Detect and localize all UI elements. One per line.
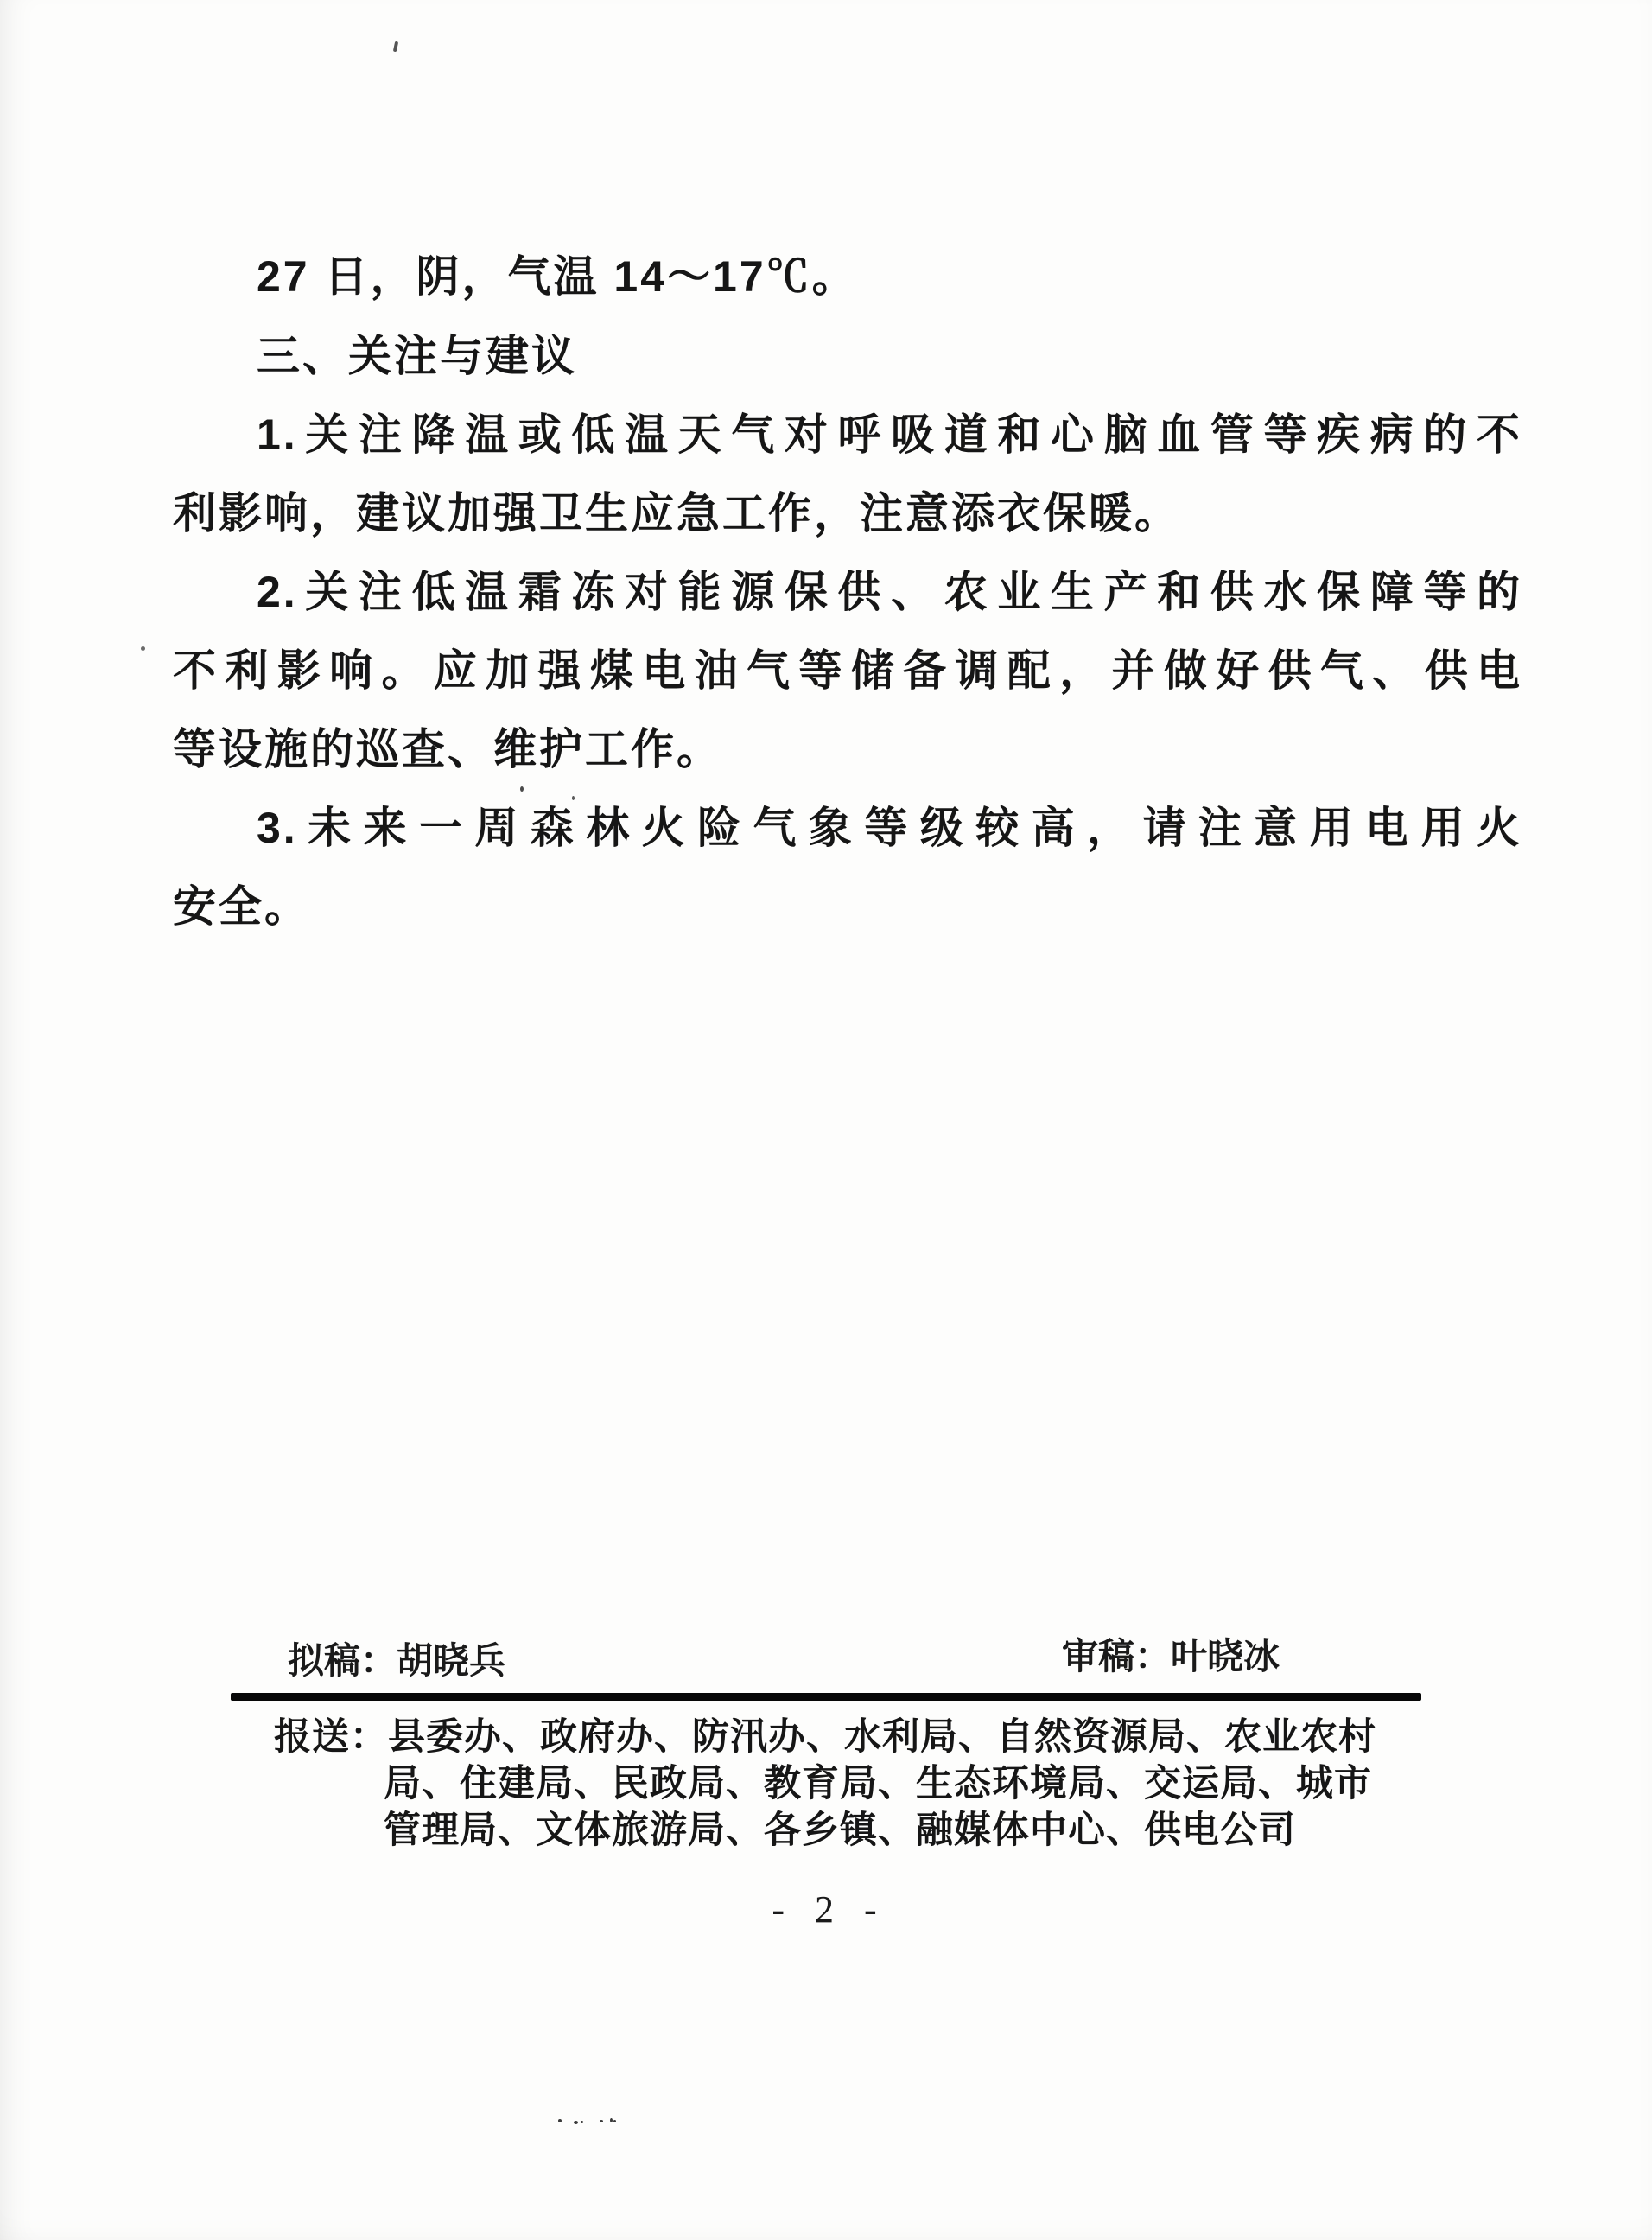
scan-artifact-dot <box>613 2120 616 2122</box>
distribution-list-line1: 报送：县委办、政府办、防汛办、水利局、自然资源局、农业农村 <box>274 1717 1376 1758</box>
scan-artifact-dot <box>558 2119 562 2122</box>
scan-artifact-tick <box>393 41 398 53</box>
paragraph3-line1: 3.未来一周森林火险气象等级较高，请注意用电用火 <box>257 804 1522 852</box>
distribution-list-line2: 局、住建局、民政局、教育局、生态环境局、交运局、城市 <box>384 1764 1372 1804</box>
distribution-list-line3: 管理局、文体旅游局、各乡镇、融媒体中心、供电公司 <box>384 1810 1296 1851</box>
scan-artifact-dot <box>520 786 524 792</box>
scan-artifact-dot <box>581 2121 583 2123</box>
page-number: - 2 - <box>772 1888 887 1931</box>
scan-artifact-dot <box>574 2121 578 2124</box>
paragraph2-line1: 2.关注低温霜冻对能源保供、农业生产和供水保障等的 <box>257 568 1522 616</box>
reviewer-credit: 审稿：叶晓冰 <box>1062 1638 1280 1677</box>
paragraph1-line2: 利影响，建议加强卫生应急工作，注意添衣保暖。 <box>173 489 1180 538</box>
paragraph2-line3: 等设施的巡查、维护工作。 <box>173 725 722 773</box>
scan-artifact-dot <box>610 2118 613 2122</box>
section-heading: 三、关注与建议 <box>257 332 577 380</box>
scan-artifact-dot <box>600 2120 603 2122</box>
scan-artifact-dot <box>141 646 145 651</box>
footer-separator-line <box>231 1693 1421 1701</box>
drafter-credit: 拟稿：胡晓兵 <box>288 1642 506 1682</box>
paragraph1-line1: 1.关注降温或低温天气对呼吸道和心脑血管等疾病的不 <box>257 410 1522 459</box>
paragraph3-line2: 安全。 <box>173 882 310 931</box>
weather-intro-line: 27 日，阴，气温 14～17℃。 <box>257 252 858 301</box>
paragraph2-line2: 不利影响。应加强煤电油气等储备调配，并做好供气、供电 <box>173 646 1522 695</box>
